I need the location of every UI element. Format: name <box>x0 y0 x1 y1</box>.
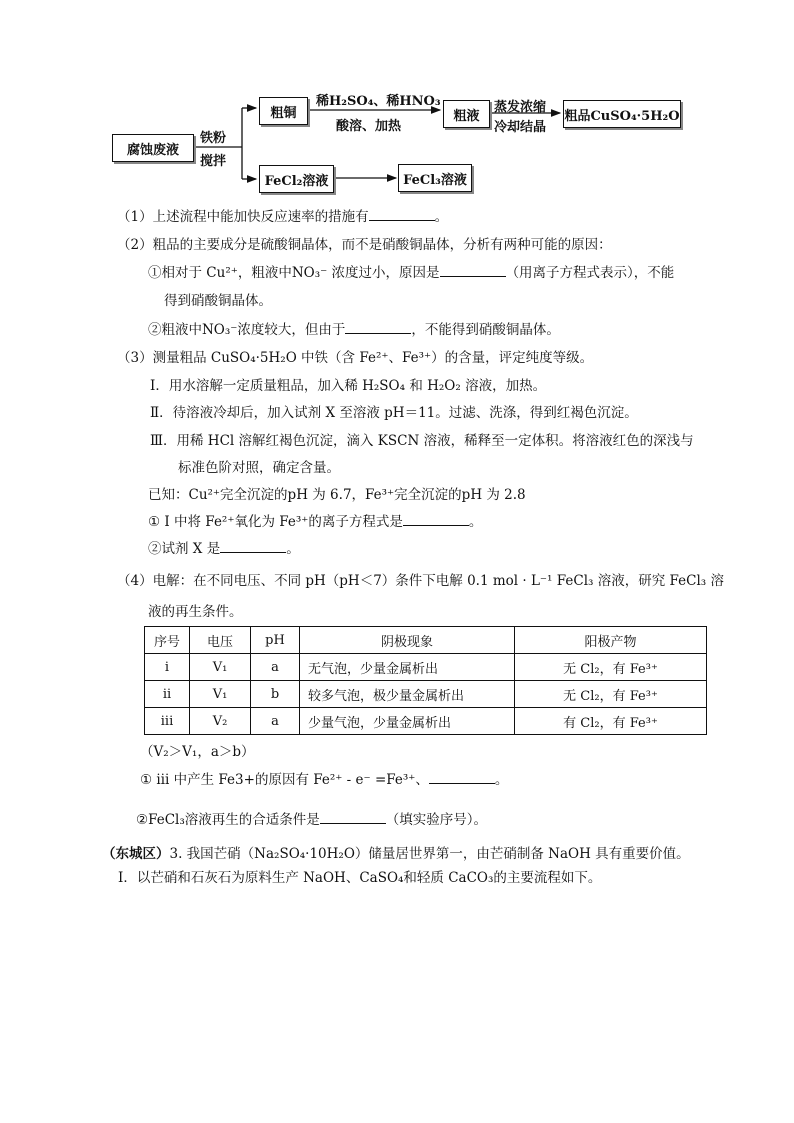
q3a-text <box>148 510 482 530</box>
q3-step-iii: Ⅲ．用稀 HCl 溶解红褐色沉淀，滴入 KSCN 溶液，稀释至一定体积。将溶液红色的深浅与 <box>150 433 694 449</box>
flow-evap-label-bottom: 冷却结晶 <box>494 120 547 135</box>
q2b-text <box>148 318 560 338</box>
q3-step-iii-cont: 标准色阶对照，确定含量。 <box>178 460 340 476</box>
q4b-label-2: （填实验序号）。 <box>385 812 488 828</box>
flow-waste-label: 腐蚀废液 <box>126 142 179 158</box>
flow-fecl3-box <box>398 164 472 192</box>
flow-evap-label-top: 蒸发浓缩 <box>494 100 547 115</box>
period: 。 <box>494 772 509 788</box>
flow-iron-label-1: 铁粉 <box>200 131 227 146</box>
table-cell: ii <box>145 681 190 708</box>
table-cell: 较多气泡，极少量金属析出 <box>300 681 515 708</box>
flow-product-label: 粗品CuSO₄·5H₂O <box>564 108 680 124</box>
flow-crude-liquid-label: 粗液 <box>453 108 480 124</box>
flow-fecl2-label: FeCl₂溶液 <box>264 173 329 189</box>
period: 。 <box>286 541 300 557</box>
q2b-label-2: ，不能得到硝酸铜晶体。 <box>411 322 560 338</box>
flow-iron-label-2: 搅拌 <box>200 154 227 169</box>
table-cell: 无 Cl₂，有 Fe³⁺ <box>515 681 707 708</box>
flow-acid-label-bottom: 酸溶、加热 <box>336 119 402 134</box>
flow-acid-label-top: 稀H₂SO₄、稀HNO₃ <box>316 94 441 109</box>
table-cell: 无气泡，少量金属析出 <box>300 654 515 681</box>
table-cell: V₁ <box>190 681 251 708</box>
table-header: 阴极现象 <box>300 627 515 654</box>
table-header: pH <box>251 627 300 654</box>
answer-blank <box>429 770 495 784</box>
answer-blank <box>320 810 386 824</box>
q3-known: 已知：Cu²⁺完全沉淀的pH 为 6.7，Fe³⁺完全沉淀的pH 为 2.8 <box>148 487 526 503</box>
q4b-text <box>136 808 487 828</box>
q3-step-i: Ⅰ．用水溶解一定质量粗品，加入稀 H₂SO₄ 和 H₂O₂ 溶液，加热。 <box>150 378 547 394</box>
q4a-label: ① ⅲ 中产生 Fe3+的原因有 Fe²⁺ - e⁻ =Fe³⁺、 <box>140 772 429 788</box>
answer-blank <box>369 207 435 221</box>
flow-product-box <box>563 100 681 128</box>
q1-label: （1）上述流程中能加快反应速率的措施有 <box>117 209 369 225</box>
flow-crude-cu-label: 粗铜 <box>270 105 297 121</box>
q3b-label: ②试剂 X 是 <box>148 541 221 557</box>
q5-label: 3. 我国芒硝（Na₂SO₄·10H₂O）储量居世界第一，由芒硝制备 NaOH 具有重要价值。 <box>169 846 690 862</box>
q2a-text-cont: 得到硝酸铜晶体。 <box>164 293 272 309</box>
table-cell: 少量气泡，少量金属析出 <box>300 708 515 735</box>
table-cell: 有 Cl₂，有 Fe³⁺ <box>515 708 707 735</box>
q1-text <box>117 205 448 225</box>
electrolysis-table <box>144 626 707 735</box>
table-header-row <box>145 627 707 654</box>
q4a-text <box>140 768 508 788</box>
q2b-label-1: ②粗液中NO₃⁻浓度较大，但由于 <box>148 322 346 338</box>
q2a-text <box>148 261 674 281</box>
q3-step-ii: Ⅱ．待溶液冷却后，加入试剂 X 至溶液 pH＝11。过滤、洗涤，得到红褐色沉淀。 <box>150 405 638 421</box>
q4-text: （4）电解：在不同电压、不同 pH（pH＜7）条件下电解 0.1 mol · L⁻¹ FeCl₃ 溶液，研究 FeCl₃ 溶 <box>117 573 724 589</box>
q3-text: （3）测量粗品 CuSO₄·5H₂O 中铁（含 Fe²⁺、Fe³⁺）的含量，评定纯度等级。 <box>117 350 594 366</box>
q3b-text <box>148 537 300 557</box>
table-cell: iii <box>145 708 190 735</box>
table-cell: V₂ <box>190 708 251 735</box>
period: 。 <box>468 514 483 530</box>
flow-waste-box <box>112 134 194 162</box>
period: 。 <box>434 209 449 225</box>
table-cell: i <box>145 654 190 681</box>
answer-blank <box>345 320 411 334</box>
flow-fecl3-label: FeCl₃溶液 <box>403 172 467 188</box>
q2a-label-1: ①相对于 Cu²⁺，粗液中NO₃⁻ 浓度过小，原因是 <box>148 265 440 281</box>
answer-blank <box>403 512 469 526</box>
table-cell: 无 Cl₂，有 Fe³⁺ <box>515 654 707 681</box>
table-cell: a <box>251 708 300 735</box>
flow-crude-liquid-box <box>443 100 490 128</box>
table-note: （V₂＞V₁，a＞b） <box>140 744 255 760</box>
table-row <box>145 654 707 681</box>
q4b-label-1: ②FeCl₃溶液再生的合适条件是 <box>136 812 320 828</box>
q3a-label: ① I 中将 Fe²⁺氧化为 Fe³⁺的离子方程式是 <box>148 514 403 530</box>
q5-text <box>102 842 690 862</box>
table-row <box>145 681 707 708</box>
flow-fecl2-box <box>259 165 334 193</box>
q2-text: （2）粗品的主要成分是硫酸铜晶体，而不是硝酸铜晶体，分析有两种可能的原因： <box>117 237 612 253</box>
answer-blank <box>220 539 286 553</box>
answer-blank <box>440 263 506 277</box>
q2a-label-2: （用离子方程式表示），不能 <box>505 265 675 281</box>
q4-text-cont: 液的再生条件。 <box>148 604 243 620</box>
table-header: 序号 <box>145 627 190 654</box>
table-cell: V₁ <box>190 654 251 681</box>
q5-i-text: I．以芒硝和石灰石为原料生产 NaOH、CaSO₄和轻质 CaCO₃的主要流程如下。 <box>118 870 602 886</box>
table-header: 阳极产物 <box>515 627 707 654</box>
flow-crude-cu-box <box>259 97 308 125</box>
table-header: 电压 <box>190 627 251 654</box>
table-cell: b <box>251 681 300 708</box>
q5-district-tag: （东城区） <box>102 846 170 862</box>
table-row <box>145 708 707 735</box>
table-cell: a <box>251 654 300 681</box>
